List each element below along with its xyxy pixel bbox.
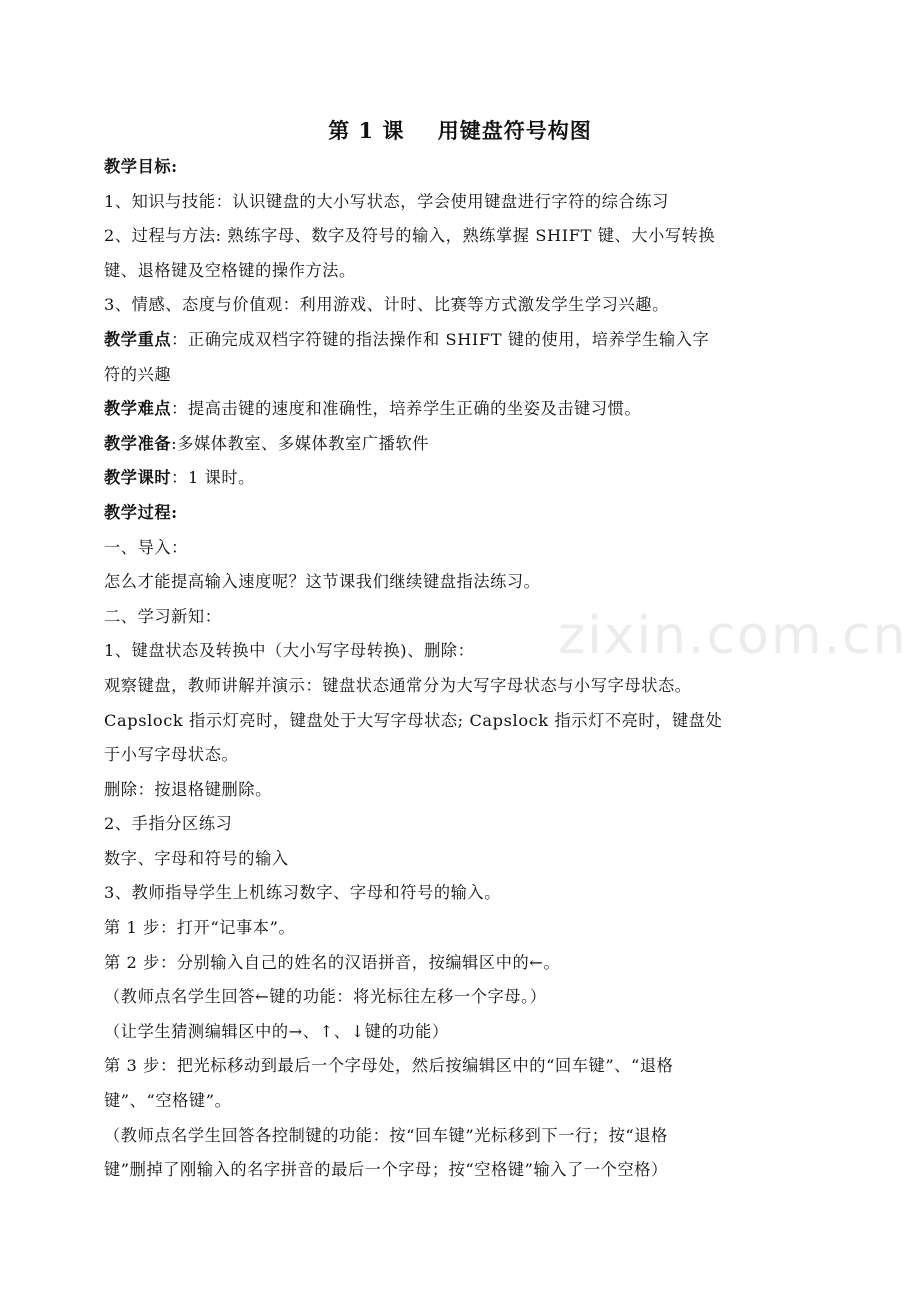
difficulties-text: ：提高击键的速度和准确性，培养学生正确的坐姿及击键习惯。 [171,399,642,419]
preparation-text: :多媒体教室、多媒体教室广播软件 [171,433,430,453]
step-3-line-2: 键”、“空格键”。 [104,1091,232,1111]
difficulties-line [104,392,756,427]
item-2-text: 数字、字母和符号的输入 [104,848,289,868]
item-1-delete: 删除：按退格键删除。 [104,779,272,799]
objectives-heading: 教学目标: [104,157,178,176]
key-points-label: 教学重点 [104,329,172,349]
lesson-body [104,150,756,1188]
objective-2-line-1: 2、过程与方法: 熟练字母、数字及符号的输入，熟练掌握 SHIFT 键、大小写转换 [104,226,716,246]
step-2-note-2: （让学生猜测编辑区中的→、↑、↓键的功能） [104,1021,449,1041]
objective-3: 3、情感、态度与价值观：利用游戏、计时、比赛等方式激发学生学习兴趣。 [104,295,669,315]
step-3-line-1: 第 3 步：把光标移动到最后一个字母处，然后按编辑区中的“回车键”、“退格 [104,1056,674,1076]
lesson-title: 第 1 课 用键盘符号构图 [328,118,592,143]
step-3-note-2: 键”删掉了刚输入的名字拼音的最后一个字母；按“空格键”输入了一个空格） [104,1160,668,1180]
key-points-line-2: 符的兴趣 [104,364,172,384]
step-intro: 一、导入： [104,537,188,557]
item-2: 2、手指分区练习 [104,814,233,834]
item-1-text-line-3: 于小写字母状态。 [104,745,239,765]
process-heading: 教学过程: [104,502,178,522]
item-1-text-line-2: Capslock 指示灯亮时，键盘处于大写字母状态; Capslock 指示灯不亮时，键盘处 [104,710,723,730]
item-3: 3、教师指导学生上机练习数字、字母和符号的输入。 [104,883,502,903]
difficulties-label: 教学难点 [104,399,172,419]
preparation-line [104,427,756,462]
hours-text: ：1 课时。 [171,468,255,488]
step-2-note-1: （教师点名学生回答←键的功能：将光标往左移一个字母。） [104,987,547,1007]
key-points-text: ：正确完成双档字符键的指法操作和 SHIFT 键的使用，培养学生输入字 [171,329,710,349]
item-1-text-line-1: 观察键盘，教师讲解并演示：键盘状态通常分为大写字母状态与小写字母状态。 [104,675,692,695]
preparation-label: 教学准备 [104,433,172,453]
step-new: 二、学习新知： [104,606,222,626]
item-1: 1、键盘状态及转换中（大小写字母转换)、删除： [104,641,475,661]
step-2: 第 2 步：分别输入自己的姓名的汉语拼音，按编辑区中的←。 [104,952,561,972]
watermark: zixin.com.cn [558,606,908,666]
intro-text: 怎么才能提高输入速度呢？这节课我们继续键盘指法练习。 [104,572,541,592]
objective-1: 1、知识与技能：认识键盘的大小写状态，学会使用键盘进行字符的综合练习 [104,191,669,211]
objective-2-line-2: 键、退格键及空格键的操作方法。 [104,260,356,280]
step-1: 第 1 步：打开“记事本”。 [104,918,296,938]
hours-label: 教学课时 [104,468,172,488]
step-3-note-1: （教师点名学生回答各控制键的功能：按“回车键”光标移到下一行；按“退格 [104,1125,668,1145]
hours-line [104,461,756,496]
key-points-line-1 [104,323,756,358]
